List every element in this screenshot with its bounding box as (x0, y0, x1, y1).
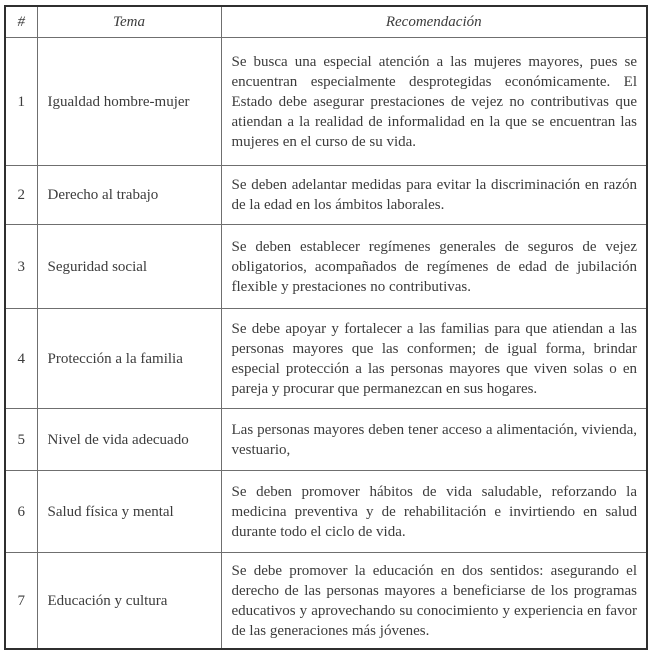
row-recomendacion: Se busca una especial atención a las mujeres mayores, pues se encuentran especialmente desprotegidas económicamente. El Estado debe asegurar prestaciones de vejez no contributivas que atiendan a la realidad de informalidad en la que se encuentran las mujeres en el curso de su vida. (221, 38, 647, 166)
header-recomendacion: Recomendación (221, 6, 647, 38)
row-recomendacion: Se deben establecer regímenes generales de seguros de vejez obligatorios, acompañados de regímenes de edad de jubilación flexible y prestaciones no contributivas. (221, 225, 647, 309)
row-tema: Educación y cultura (37, 553, 221, 650)
row-number: 6 (5, 471, 37, 553)
table-row (5, 166, 647, 225)
recommendations-table (4, 5, 648, 650)
row-number: 1 (5, 38, 37, 166)
table-row (5, 409, 647, 471)
table-row (5, 471, 647, 553)
table-row (5, 553, 647, 650)
table-row (5, 38, 647, 166)
header-row (5, 6, 647, 38)
row-tema: Nivel de vida adecuado (37, 409, 221, 471)
row-number: 3 (5, 225, 37, 309)
table-row (5, 309, 647, 409)
row-recomendacion: Se deben adelantar medidas para evitar la discriminación en razón de la edad en los ámbitos laborales. (221, 166, 647, 225)
row-tema: Igualdad hombre-mujer (37, 38, 221, 166)
table-row (5, 225, 647, 309)
row-recomendacion: Se debe apoyar y fortalecer a las familias para que atiendan a las personas mayores que las conformen; de igual forma, brindar especial protección a las personas mayores que viven solas o en pareja y procurar que permanezcan en sus hogares. (221, 309, 647, 409)
header-number: # (5, 6, 37, 38)
row-recomendacion: Se deben promover hábitos de vida saludable, reforzando la medicina preventiva y de rehabilitación e invirtiendo en salud durante todo el ciclo de vida. (221, 471, 647, 553)
row-tema: Salud física y mental (37, 471, 221, 553)
row-recomendacion: Se debe promover la educación en dos sentidos: asegurando el derecho de las personas mayores a beneficiarse de los programas educativos y aprovechando su conocimiento y experiencia en favor de las generaciones más jóvenes. (221, 553, 647, 650)
row-number: 5 (5, 409, 37, 471)
row-tema: Derecho al trabajo (37, 166, 221, 225)
row-recomendacion: Las personas mayores deben tener acceso a alimentación, vivienda, vestuario, (221, 409, 647, 471)
row-number: 2 (5, 166, 37, 225)
row-tema: Protección a la familia (37, 309, 221, 409)
row-number: 4 (5, 309, 37, 409)
row-number: 7 (5, 553, 37, 650)
row-tema: Seguridad social (37, 225, 221, 309)
header-tema: Tema (37, 6, 221, 38)
